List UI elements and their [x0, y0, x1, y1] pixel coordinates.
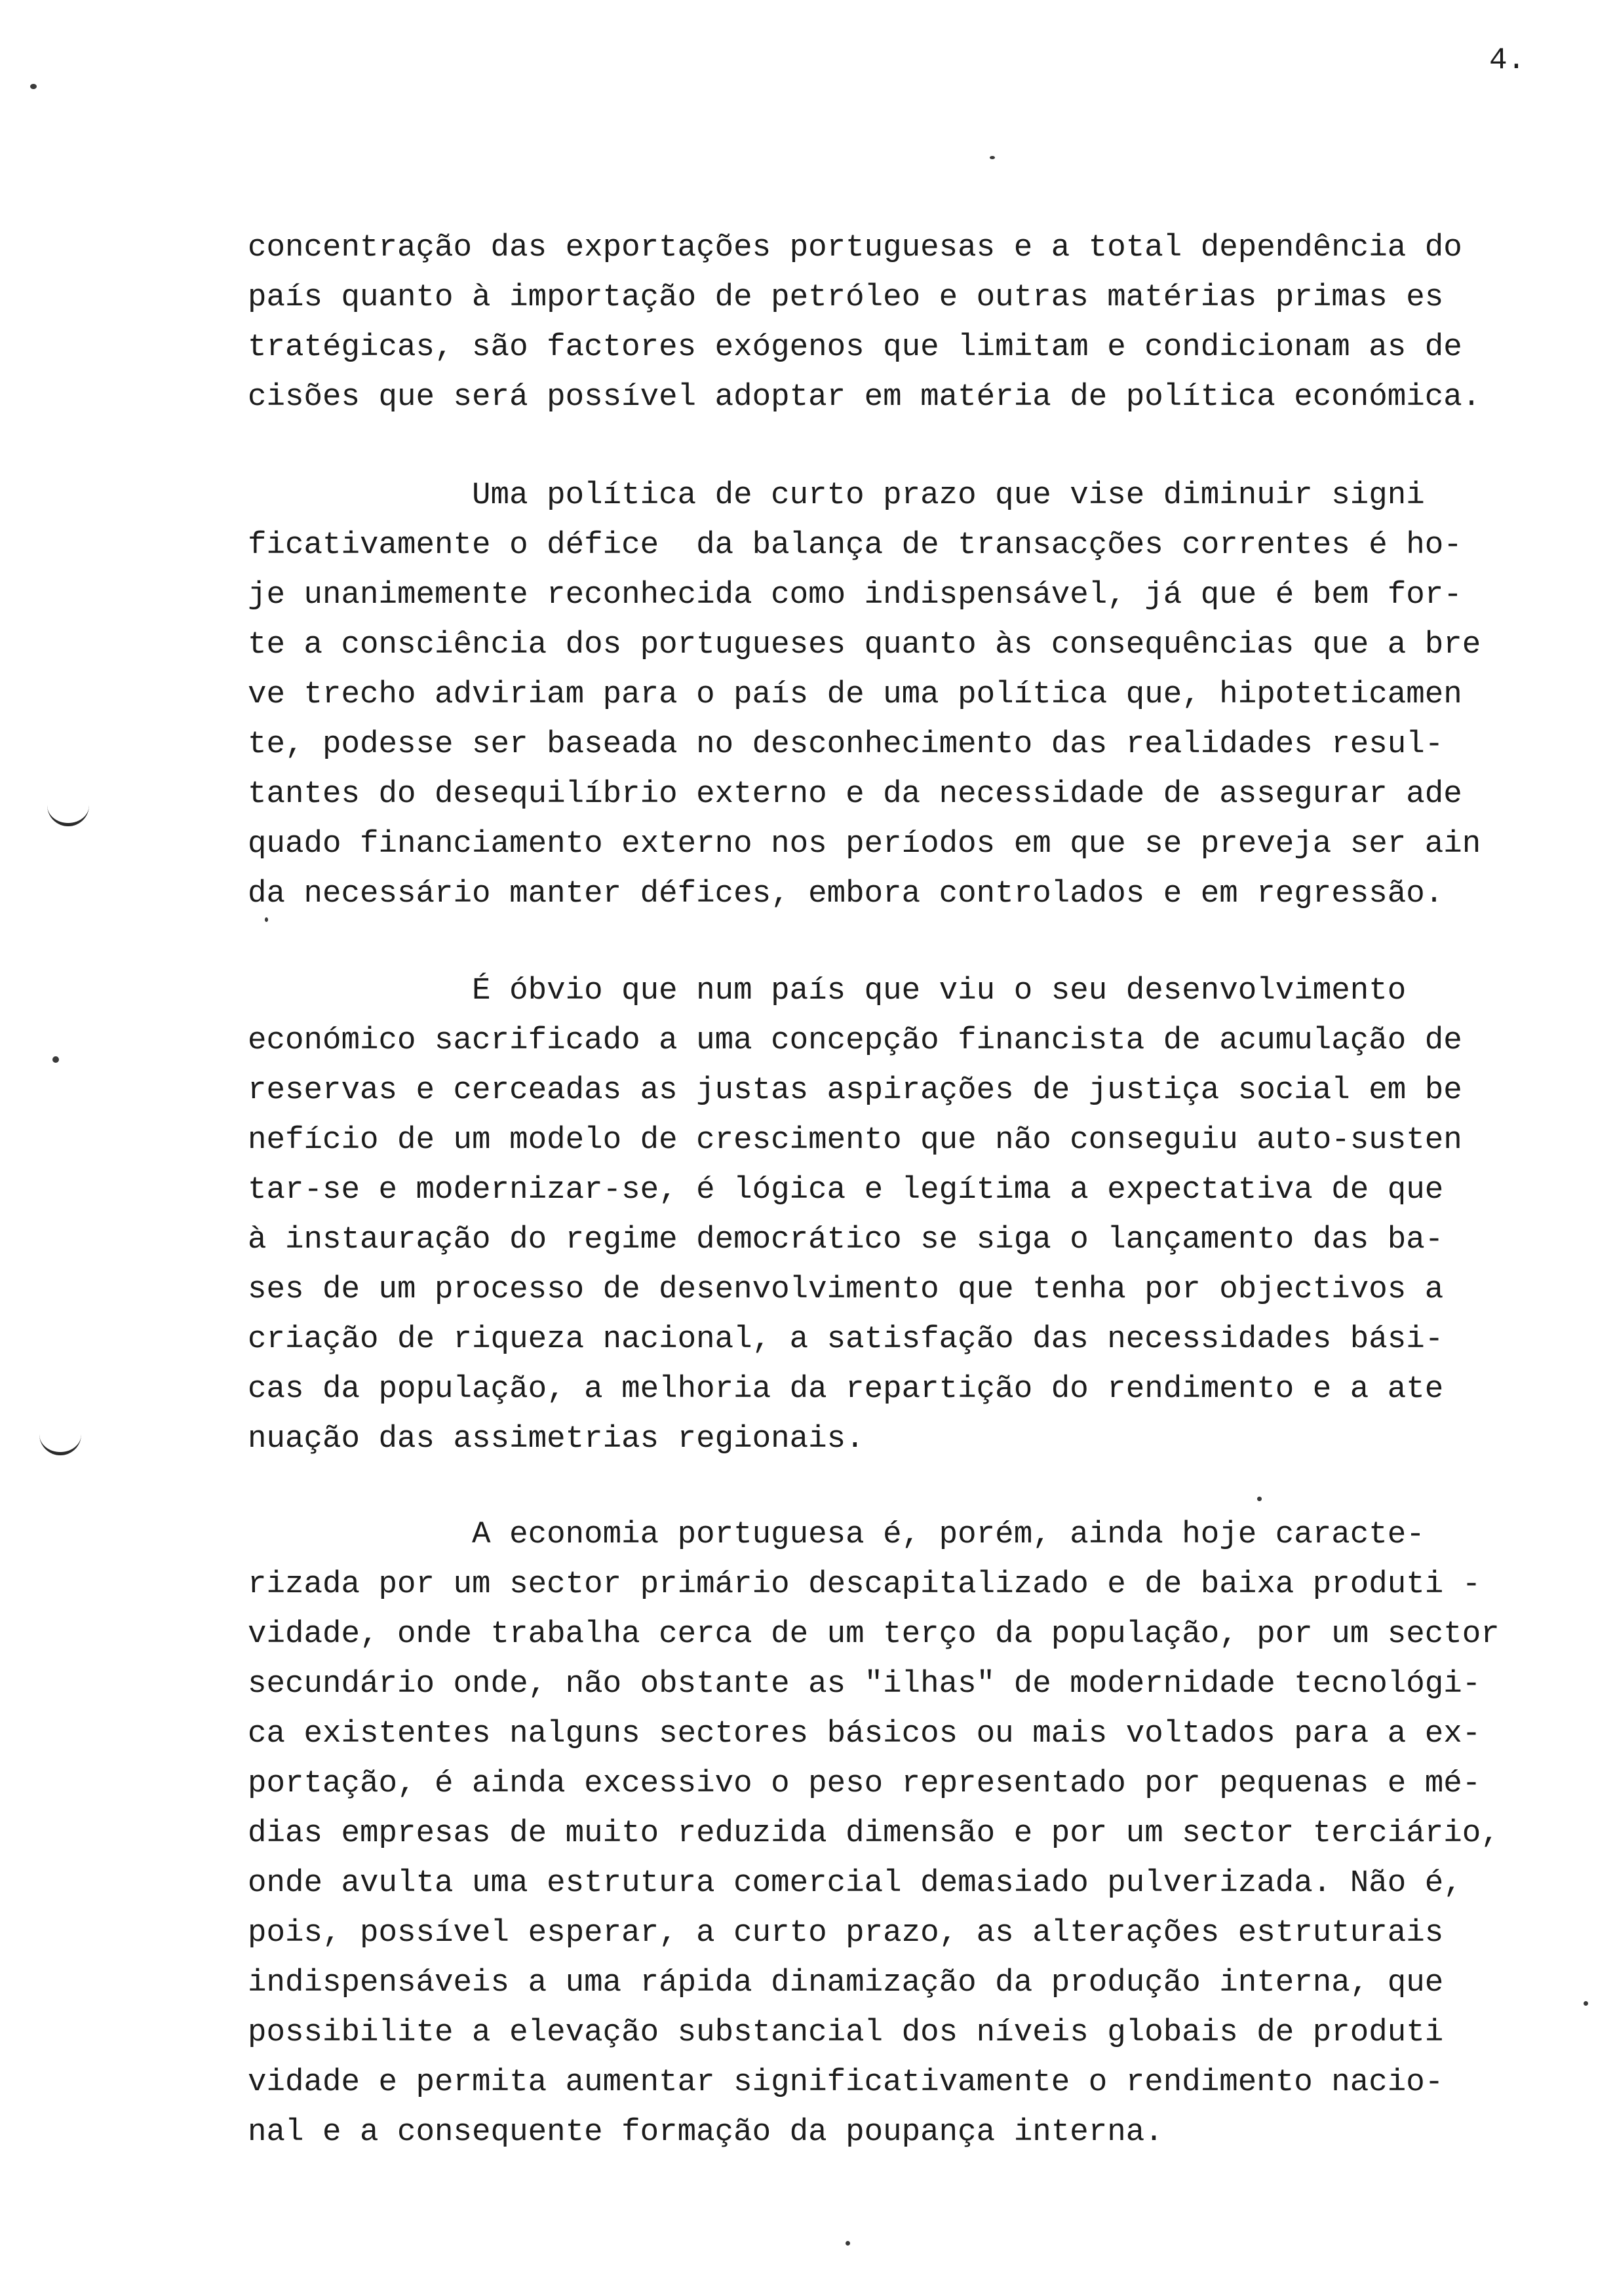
paragraph-line: nal e a consequente formação da poupança interna. — [248, 2114, 1163, 2150]
paragraph-line: pois, possível esperar, a curto prazo, as alterações estruturais — [248, 1915, 1444, 1951]
paragraph-line: ve trecho adviriam para o país de uma política que, hipoteticamen — [248, 677, 1462, 712]
paragraph-line: concentração das exportações portuguesas e a total dependência do — [248, 230, 1462, 265]
paragraph-line: país quanto à importação de petróleo e outras matérias primas es — [248, 280, 1444, 315]
paragraph-line: vidade e permita aumentar significativamente o rendimento nacio- — [248, 2065, 1444, 2100]
scan-speck — [846, 2241, 850, 2246]
binder-hole-mark — [39, 1432, 81, 1455]
scan-speck — [1584, 2001, 1588, 2006]
paragraph-line: Uma política de curto prazo que vise diminuir signi — [248, 478, 1425, 513]
scan-speck — [1257, 1497, 1262, 1501]
paragraph-line: reservas e cerceadas as justas aspirações de justiça social em be — [248, 1073, 1462, 1108]
paragraph-1 — [248, 223, 1598, 422]
paragraph-line: portação, é ainda excessivo o peso representado por pequenas e mé- — [248, 1766, 1481, 1801]
paragraph-line: rizada por um sector primário descapitalizado e de baixa produti - — [248, 1567, 1481, 1602]
paragraph-line: ficativamente o défice da balança de transacções correntes é ho- — [248, 527, 1462, 563]
paragraph-line: A economia portuguesa é, porém, ainda hoje caracte- — [248, 1517, 1425, 1552]
paragraph-line: tantes do desequilíbrio externo e da necessidade de assegurar ade — [248, 776, 1462, 812]
paragraph-line: quado financiamento externo nos períodos em que se preveja ser ain — [248, 826, 1481, 862]
paragraph-line: nefício de um modelo de crescimento que não conseguiu auto-susten — [248, 1122, 1462, 1158]
paragraph-line: cisões que será possível adoptar em matéria de política económica. — [248, 379, 1481, 415]
paragraph-line: vidade, onde trabalha cerca de um terço da população, por um sector — [248, 1617, 1500, 1652]
paragraph-line: cas da população, a melhoria da repartição do rendimento e a ate — [248, 1371, 1444, 1407]
paragraph-line: te a consciência dos portugueses quanto às consequências que a bre — [248, 627, 1481, 662]
paragraph-line: dias empresas de muito reduzida dimensão e por um sector terciário, — [248, 1816, 1500, 1851]
paragraph-line: tar-se e modernizar-se, é lógica e legítima a expectativa de que — [248, 1172, 1444, 1208]
paragraph-3 — [248, 966, 1598, 1464]
scan-speck — [52, 1056, 59, 1063]
paragraph-line: je unanimemente reconhecida como indispensável, já que é bem for- — [248, 577, 1462, 613]
paragraph-line: secundário onde, não obstante as "ilhas" de modernidade tecnológi- — [248, 1666, 1481, 1702]
paragraph-line: criação de riqueza nacional, a satisfação das necessidades bási- — [248, 1322, 1444, 1357]
binder-hole-mark — [47, 803, 89, 826]
scan-speck — [265, 917, 268, 922]
paragraph-4 — [248, 1510, 1598, 2157]
paragraph-line: tratégicas, são factores exógenos que limitam e condicionam as de — [248, 330, 1462, 365]
paragraph-line: ses de um processo de desenvolvimento que tenha por objectivos a — [248, 1272, 1444, 1307]
paragraph-line: da necessário manter défices, embora controlados e em regressão. — [248, 876, 1444, 911]
paragraph-line: nuação das assimetrias regionais. — [248, 1421, 865, 1457]
page-number: 4. — [1489, 43, 1526, 77]
paragraph-line: ca existentes nalguns sectores básicos ou mais voltados para a ex- — [248, 1716, 1481, 1751]
scan-speck — [30, 84, 37, 89]
scan-speck — [990, 156, 995, 159]
paragraph-line: possibilite a elevação substancial dos níveis globais de produti — [248, 2015, 1444, 2050]
paragraph-2 — [248, 470, 1598, 919]
paragraph-line: É óbvio que num país que viu o seu desenvolvimento — [248, 973, 1407, 1008]
paragraph-line: onde avulta uma estrutura comercial demasiado pulverizada. Não é, — [248, 1866, 1462, 1901]
paragraph-line: à instauração do regime democrático se siga o lançamento das ba- — [248, 1222, 1444, 1257]
paragraph-line: te, podesse ser baseada no desconhecimento das realidades resul- — [248, 727, 1444, 762]
paragraph-line: económico sacrificado a uma concepção financista de acumulação de — [248, 1023, 1462, 1058]
paragraph-line: indispensáveis a uma rápida dinamização da produção interna, que — [248, 1965, 1444, 2000]
